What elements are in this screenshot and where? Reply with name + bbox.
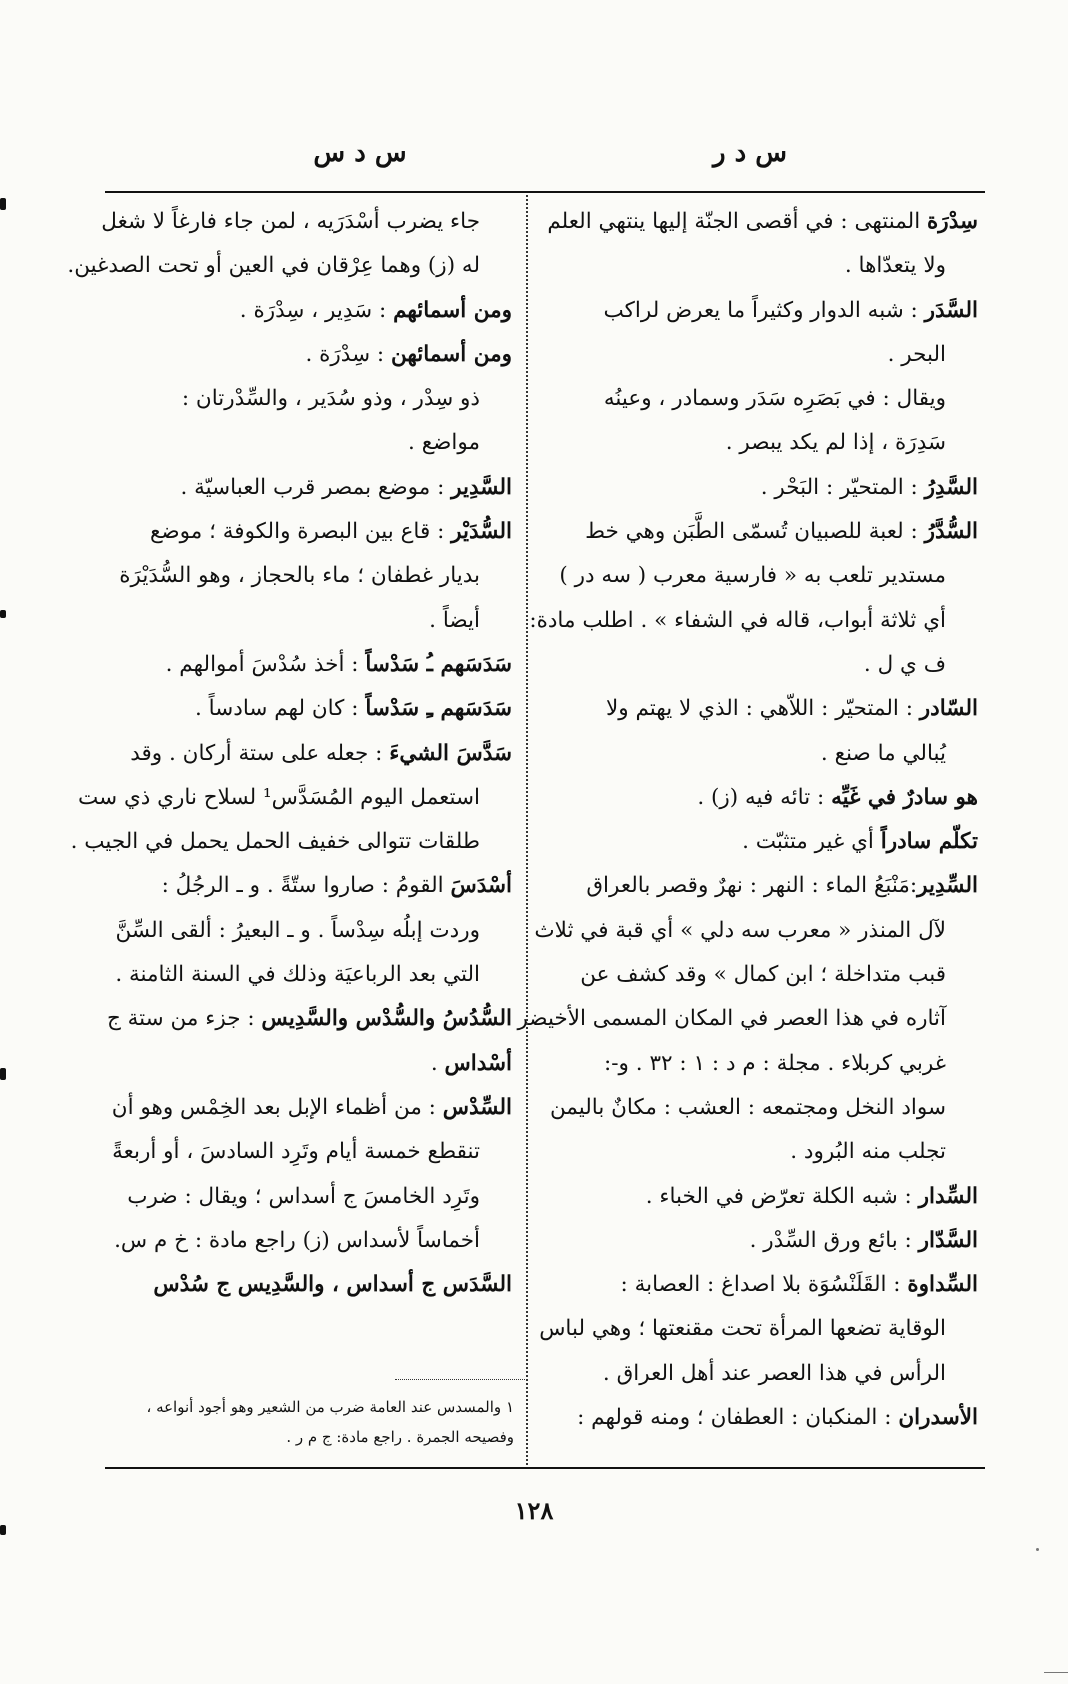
entry-text: : القَلَنْسُوَة بلا اصداغ : العصابة : [620,1272,908,1298]
entry-text: أيضاً . [429,607,480,633]
entry-text: تنقطع خمسة أيام وتَرِد السادسَ ، أو أربعةً [112,1139,480,1165]
entry-line [548,643,978,687]
entry-text: أي غير متثبّت . [742,829,881,855]
entry-line [102,1130,512,1174]
entry-text: . [430,1050,445,1076]
entry-line [548,200,978,244]
entry-text: : كان لهم سادساً . [195,696,366,722]
footnote [102,1392,514,1452]
entry-line [548,732,978,776]
entry-line [102,1086,512,1130]
entry-line [548,554,978,598]
entry-line [548,1263,978,1307]
entry-line [77,776,512,820]
entry-line [548,1042,978,1086]
entry-line [548,1396,978,1440]
entry-text: ولا يتعدّاها . [844,253,946,279]
entry-text: : المتحيّر : اللاّهي : الذي لا يهتم ولا [606,696,920,722]
entry-text: ويقال : في بَصَرِه سَدَر وسمادر ، وعينُه [603,386,946,412]
entry-line [102,554,512,598]
entry-text: لآل المنذر « معرب سه دلي » أي قبة في ثلاث [534,917,946,943]
entry-line [548,864,978,908]
entry-text: : جزء من ستة ج [106,1006,262,1032]
entry-text: : سَدِير ، سِدْرَة . [239,297,394,323]
scan-speck [1044,1672,1068,1673]
entry-text: بديار غطفان ؛ ماء بالحجاز ، وهو السُّدَيْرَة [119,563,480,589]
right-column [517,200,978,1440]
entry-text: استعمل اليوم المُسَدَّس¹ لسلاح ناري ذي ست [77,784,480,810]
entry-line [102,1263,512,1307]
entry-text: البحر . [887,341,946,367]
scan-speck [1036,1548,1039,1551]
entry-text: جاء يضرب أسْدَرَيه ، لمن جاء فارغاً لا شغل [101,209,480,234]
running-header-left: س د س [313,138,407,168]
top-rule [105,191,985,193]
entry-line [548,421,978,465]
entry-text: : بائع ورق السِّدْر . [749,1227,919,1253]
entry-line [102,997,512,1041]
entry-line [548,1219,978,1263]
scan-mark [0,198,6,210]
entry-line [102,421,512,465]
headword: تكلّم سادراً [880,829,978,855]
entry-text: : من أظماء الإبل بعد الخِمْس وهو أن [111,1094,443,1120]
entry-text: غربي كربلاء . مجلة : م د : ١ : ٣٢ . و-: [604,1050,946,1076]
entry-line [534,909,978,953]
entry-line [548,1175,978,1219]
entry-text: يُبالي ما صنع . [820,740,946,766]
headword: السُّدُسُ والسُّدْس والسَّدِيس [261,1006,512,1032]
headword: السِّدْس [442,1094,512,1120]
entry-text: آثاره في هذا العصر في المكان المسمى الأخيضر [517,1006,946,1032]
headword: هو سادرٌ في غَيِّه [831,784,978,810]
headword: أسْدَسَ [450,873,512,899]
headword: سِدْرَة [927,209,978,234]
headword: السَّدَس ج أسداس ، والسَّدِيس ج سُدْس [153,1272,512,1298]
entry-line [548,953,978,997]
entry-line [539,1307,978,1351]
entry-text: : تائه فيه (ز) . [697,784,832,810]
entry-line [529,599,978,643]
entry-text: سَدِرَة ، إذا لم يكد يبصر . [725,430,946,456]
headword: السّادر [919,696,978,722]
bottom-rule [105,1467,985,1469]
entry-line [102,599,512,643]
entry-line [102,200,512,244]
entry-line [548,510,978,554]
entry-line [102,909,512,953]
entry-line [102,1042,512,1086]
entry-text: : المتحيّر : البَحْر . [760,474,925,500]
headword: السَّدِير [451,474,512,500]
entry-line [548,244,978,288]
entry-text: أخماساً لأسداس (ز) راجع مادة : خ م س. [114,1227,480,1253]
headword: ومن أسمائهن [391,341,512,367]
headword: سَدَسَهم ـِ سَدْساً [365,696,512,722]
entry-text: : شبه الكلة تعرّض في الخباء . [645,1183,919,1209]
entry-line [102,864,512,908]
footnote-line: ١ والمسدس عند العامة ضرب من الشعير وهو أجود أنواعه ، [146,1398,514,1416]
entry-line [102,953,512,997]
headword: السِّدِير [917,873,978,899]
scan-mark [0,1068,6,1080]
entry-text: : شبه الدوار وكثيراً ما يعرض لراكب [603,297,925,323]
entry-line [548,687,978,731]
entry-text: تجلب منه البُرود . [790,1139,946,1165]
running-header-right: س د ر [713,138,787,168]
entry-line [548,820,978,864]
headword: السُّدَيْر [451,519,512,545]
footnote-rule [395,1379,525,1380]
entry-line [548,466,978,510]
headword: سَدَسَهم ـُ سَدْساً [365,651,512,677]
entry-line [102,1175,512,1219]
scan-mark [0,1525,6,1535]
entry-line [548,289,978,333]
entry-text: سواد النخل ومجتمعه : العشب : مكانٌ باليمن [549,1094,946,1120]
entry-text: : جعله على ستة أركان . وقد [130,740,390,766]
entry-line [67,244,512,288]
entry-text: : سِدْرَة . [305,341,392,367]
entry-text: وردت إبلُه سِدْساً . و ـ البعيرُ : ألقى السِّنَّ [115,917,480,943]
entry-line [548,1130,978,1174]
entry-line [548,1352,978,1396]
headword: السُّدَّرُ [924,519,978,545]
entry-line [102,289,512,333]
headword: سَدَّسَ الشيءَ [389,740,512,766]
scan-mark [0,610,6,618]
entry-text: له (ز) وهما عِرْقان في العين أو تحت الصدغين. [67,253,480,279]
headword: الأسدران [898,1405,978,1431]
entry-line [102,333,512,377]
entry-line [102,466,512,510]
entry-text: أي ثلاثة أبواب، قاله في الشفاء » . اطلب مادة: [529,607,946,633]
left-column [67,200,512,1307]
entry-text: ذو سِدْر ، وذو سُدَير ، والسِّدْرتان : [181,386,480,412]
entry-line [102,377,512,421]
entry-text: : أخذ سُدْسَ أموالهم . [165,651,366,677]
headword: أسْداس [444,1050,512,1076]
entry-text: الوقاية تضعها المرأة تحت مقنعتها ؛ وهي لباس [539,1316,946,1342]
footnote-line: وفصيحه الجمرة . راجع مادة: ج م ر . [286,1428,514,1446]
entry-text: وتَرِد الخامسَ ج أسداس ؛ ويقال : ضرب [127,1183,480,1209]
column-divider [526,195,528,1465]
headword: السِّداوة [907,1272,978,1298]
entry-text: القومُ : صاروا ستّةً . و ـ الرجُلُ : [161,873,451,899]
entry-line [102,732,512,776]
entry-text: :مَنْبَعُ الماء : النهر : نهرٌ وقصر بالعراق [586,873,918,899]
entry-text: : لعبة للصبيان تُسمّى الطَّبَن وهي خط [585,519,925,545]
headword: ومن أسمائهم [393,297,512,323]
entry-line [102,1219,512,1263]
entry-line [102,687,512,731]
entry-text: : موضع بمصر قرب العباسيّة . [180,474,452,500]
headword: السِّدار [918,1183,978,1209]
entry-text: مواضع . [408,430,480,456]
entry-line [517,997,978,1041]
entry-text: الرأس في هذا العصر عند أهل العراق . [602,1360,946,1386]
entry-text: ف ي ل . [863,651,946,677]
entry-text: مستدير تلعب به « فارسية معرب ( سه در ) [559,563,946,589]
entry-line [70,820,512,864]
entry-text: قبب متداخلة ؛ ابن كمال » وقد كشف عن [580,962,946,988]
page-number: ١٢٨ [514,1496,554,1525]
entry-line [548,1086,978,1130]
entry-line [102,643,512,687]
entry-text: طلقات تتوالى خفيف الحمل يحمل في الجيب . [70,829,480,855]
entry-line [548,377,978,421]
entry-text: التي بعد الرباعيَة وذلك في السنة الثامنة . [115,962,480,988]
headword: السَّدّار [918,1227,978,1253]
headword: السَّدِرُ [924,474,978,500]
entry-text: المنتهى : في أقصى الجنّة إليها ينتهي العلم [547,209,928,234]
entry-text: : قاع بين البصرة والكوفة ؛ موضع [149,519,452,545]
entry-text: : المنكبان : العطفان ؛ ومنه قولهم : [577,1405,899,1431]
entry-line [548,776,978,820]
headword: السَّدَر [924,297,978,323]
entry-line [548,333,978,377]
entry-line [102,510,512,554]
